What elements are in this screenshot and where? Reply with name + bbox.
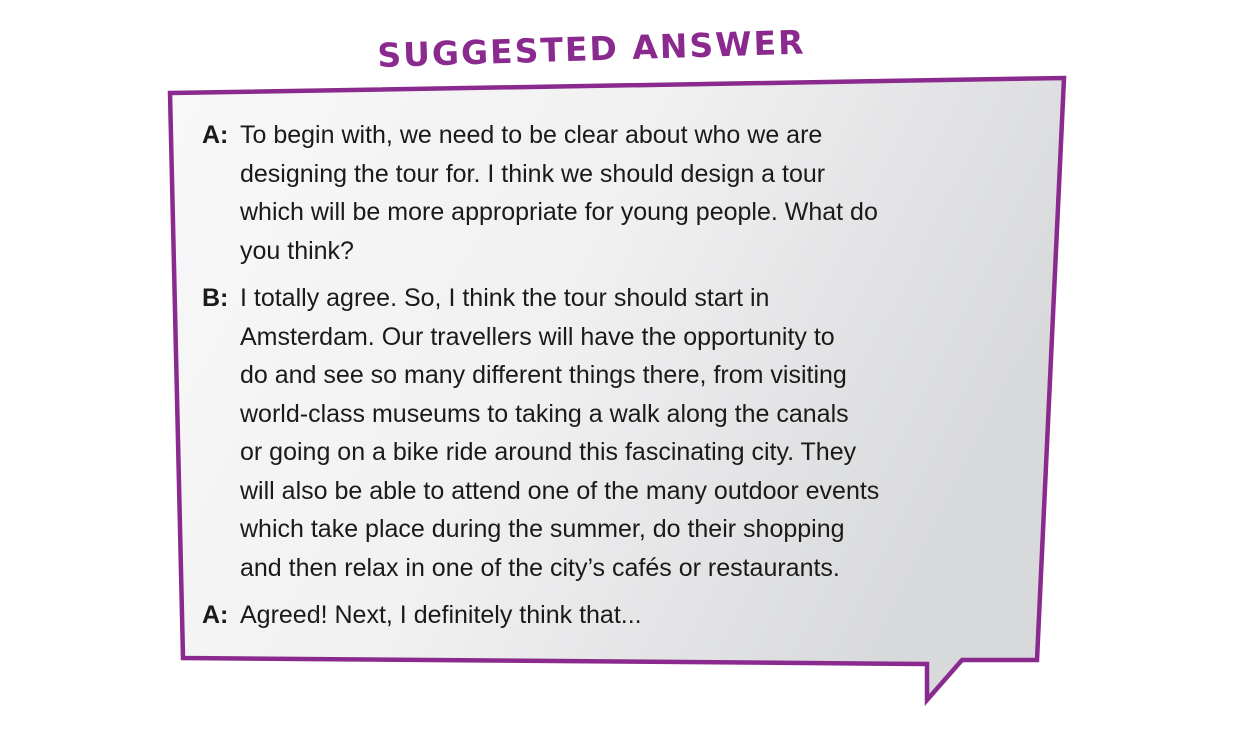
dialogue-text: To begin with, we need to be clear about who we are designing the tour for. I think we should design a tour which will be more appropriate for young people. What do you think? bbox=[240, 121, 878, 265]
dialogue-turn bbox=[202, 116, 1042, 270]
dialogue bbox=[202, 116, 1042, 644]
dialogue-turn bbox=[202, 596, 1042, 635]
speaker-label: B: bbox=[202, 284, 229, 312]
speaker-label: A: bbox=[202, 601, 229, 629]
dialogue-text: Agreed! Next, I definitely think that... bbox=[240, 601, 642, 629]
dialogue-turn bbox=[202, 279, 1042, 587]
speaker-label: A: bbox=[202, 121, 229, 149]
dialogue-text: I totally agree. So, I think the tour should start in Amsterdam. Our travellers will have the opportunity to do and see so many different things there, from visiting world-class museums to taking a walk along the canals or going on a bike ride around this fascinating city. They will also be able to attend one of the many outdoor events which take place during the summer, do their shopping and then relax in one of the city’s cafés or restaurants. bbox=[240, 284, 880, 582]
suggested-answer-heading: SUGGESTED ANSWER bbox=[376, 22, 807, 75]
